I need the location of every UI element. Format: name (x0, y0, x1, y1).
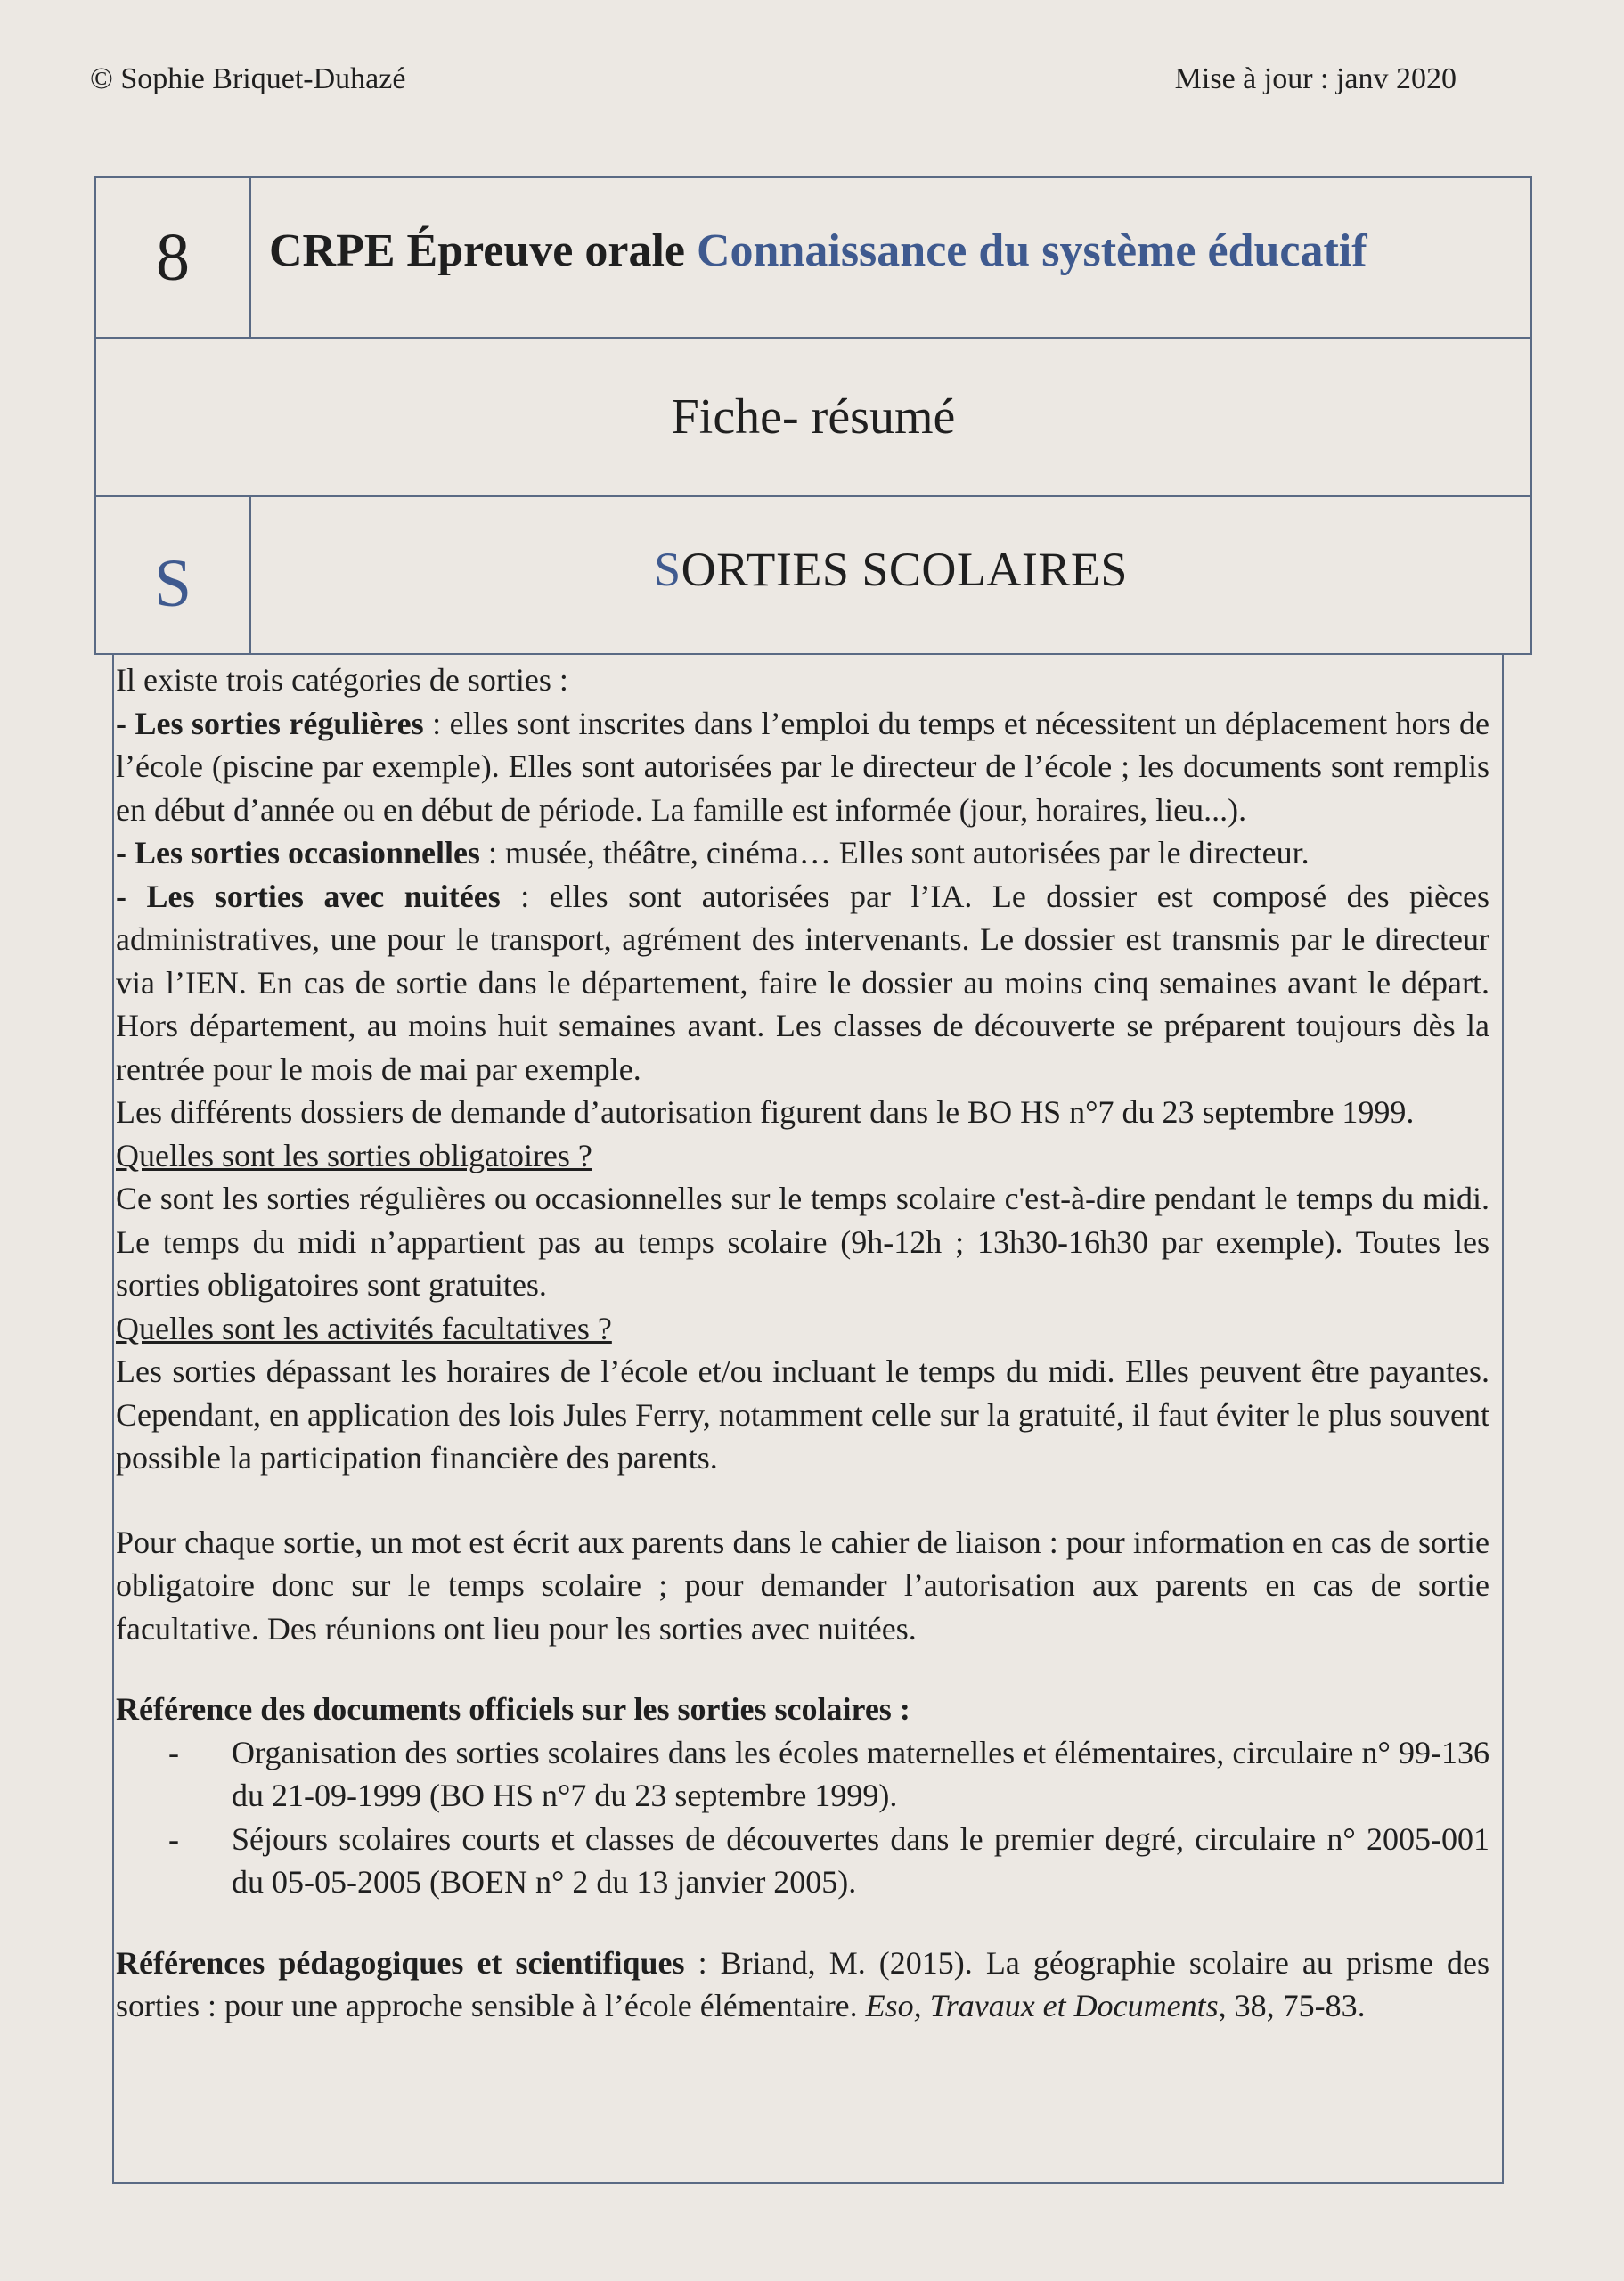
category-nights (116, 875, 1489, 1091)
question-optional: Quelles sont les activités facultatives ? (116, 1310, 612, 1346)
official-refs-title: Référence des documents officiels sur les sorties scolaires : (116, 1691, 910, 1727)
category-regular-text: : elles sont inscrites dans l’emploi du temps et nécessitent un déplacement hors de l’école (piscine par exemple). Elles sont autorisées par le directeur de l’école ; les documents sont remplis en début d’année ou en début de période. La famille est informée (jour, horaires, lieu...). (116, 705, 1489, 828)
category-nights-label: - Les sorties avec nuitées (116, 878, 501, 914)
parents-note-text: Pour chaque sortie, un mot est écrit aux parents dans le cahier de liaison : pour information en cas de sortie obligatoire donc sur le temps scolaire ; pour demander l’autorisation aux parents en cas de sortie facultative. Des réunions ont lieu pour les sorties avec nuitées. (116, 1524, 1489, 1647)
topic-letter: S (96, 497, 251, 655)
spacer (116, 1904, 1489, 1942)
official-ref-text: Organisation des sorties scolaires dans les écoles maternelles et élémentaires, circulaire n° 99-136 du 21-09-1999 (BO HS n°7 du 23 septembre 1999). (232, 1734, 1489, 1813)
pedagogical-refs-end: , 38, 75-83. (1218, 1988, 1366, 2023)
sheet-number: 8 (96, 178, 251, 337)
sheet-subtitle: Fiche- résumé (671, 389, 956, 445)
answer-mandatory: Ce sont les sorties régulières ou occasionnelles sur le temps scolaire c'est-à-dire pendant le temps du midi. Le temps du midi n’appartient pas au temps scolaire (9h-12h ; 13h30-16h30 par exemple). Toutes les sorties obligatoires sont gratuites. (116, 1181, 1489, 1303)
pedagogical-refs-text: : Briand, M. (2015). La géographie scolaire au prisme des sorties : pour une approche sensible à l’école élémentaire. (116, 1944, 1490, 2023)
list-dash: - (168, 1734, 179, 1770)
dossiers-text: Les différents dossiers de demande d’autorisation figurent dans le BO HS n°7 du 23 septembre 1999. (116, 1094, 1415, 1130)
title-black: CRPE Épreuve orale (269, 225, 697, 276)
category-regular (116, 702, 1489, 832)
category-occasional-text: : musée, théâtre, cinéma… Elles sont autorisées par le directeur. (479, 835, 1310, 871)
official-ref-item (116, 1731, 1489, 1818)
pedagogical-refs (116, 1942, 1489, 2028)
title-blue: Connaissance du système éducatif (696, 225, 1367, 276)
category-regular-label: - Les sorties régulières (116, 705, 424, 741)
subtitle-row (96, 339, 1530, 497)
author-copyright: © Sophie Briquet-Duhazé (90, 62, 406, 95)
official-ref-item (116, 1818, 1489, 1904)
sheet-title (269, 225, 1367, 277)
topic-first-letter: S (654, 543, 681, 596)
topic-title (251, 542, 1530, 597)
answer-optional: Les sorties dépassant les horaires de l’école et/ou incluant le temps du midi. Elles peuvent être payantes. Cependant, en application des lois Jules Ferry, notamment celle sur la gratuité, il faut éviter le plus souvent possible la participation financière des parents. (116, 1353, 1489, 1476)
category-nights-text: : elles sont autorisées par l’IA. Le dossier est composé des pièces administratives, une pour le transport, agrément des intervenants. Le dossier est transmis par le directeur via l’IEN. En cas de sortie dans le département, faire le dossier au moins cinq semaines avant le départ. Hors département, au moins huit semaines avant. Les classes de découverte se préparent toujours dès la rentrée pour le mois de mai par exemple. (116, 878, 1489, 1087)
content-box (112, 655, 1504, 2184)
list-dash: - (168, 1820, 179, 1857)
spacer (116, 1650, 1489, 1688)
question-mandatory: Quelles sont les sorties obligatoires ? (116, 1137, 592, 1173)
topic-row (96, 497, 1530, 655)
title-table (94, 176, 1532, 655)
pedagogical-refs-label: Références pédagogiques et scientifiques (116, 1944, 685, 1981)
intro-text: Il existe trois catégories de sorties : (116, 662, 568, 698)
title-row (96, 178, 1530, 339)
update-date: Mise à jour : janv 2020 (1174, 62, 1457, 95)
official-ref-text: Séjours scolaires courts et classes de découvertes dans le premier degré, circulaire n° 2005-001 du 05-05-2005 (BOEN n° 2 du 13 janvier 2005). (232, 1820, 1489, 1900)
topic-rest: ORTIES SCOLAIRES (681, 543, 1128, 596)
pedagogical-refs-journal: Eso, Travaux et Documents (865, 1988, 1219, 2023)
category-occasional-label: - Les sorties occasionnelles (116, 835, 480, 871)
spacer (116, 1480, 1489, 1521)
category-occasional (116, 831, 1489, 875)
